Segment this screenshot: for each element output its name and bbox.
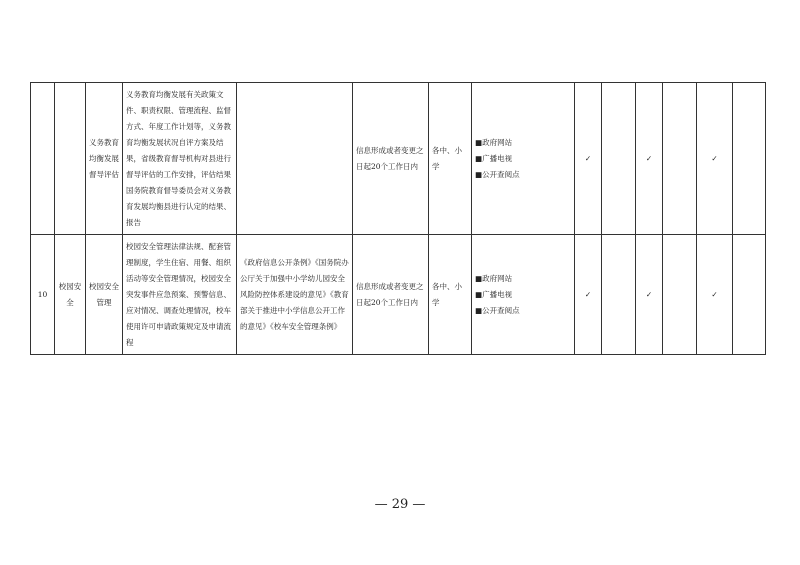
channel-item: ■广播电视 — [475, 289, 513, 299]
check-cell: ✓ — [575, 83, 602, 235]
check-cell — [663, 83, 697, 235]
check-cell: ✓ — [575, 235, 602, 355]
row-item: 义务教育均衡发展督导评估 — [86, 83, 123, 235]
table-row — [31, 83, 766, 235]
row-item: 校园安全管理 — [86, 235, 123, 355]
page-number: — 29 — — [374, 497, 426, 512]
table-row — [31, 235, 766, 355]
check-cell: ✓ — [636, 83, 663, 235]
check-cell — [733, 235, 766, 355]
row-content: 义务教育均衡发展有关政策文件、职责权限、管理流程、监督方式、年度工作计划等，义务教育均衡发展状况自评方案及结果，省级教育督导机构对县进行督导评估的工作安排，评估结果国务院教育督导委员会对义务教育发展均衡县进行认定的结果、报告 — [123, 83, 237, 235]
row-time-limit: 信息形成或者变更之日起20个工作日内 — [353, 235, 429, 355]
check-cell: ✓ — [636, 235, 663, 355]
channel-item: ■政府网站 — [475, 137, 513, 147]
disclosure-table — [30, 82, 766, 355]
check-cell — [602, 235, 636, 355]
row-basis — [237, 83, 353, 235]
row-basis: 《政府信息公开条例》《国务院办公厅关于加强中小学幼儿园安全风险防控体系建设的意见》《教育部关于推进中小学信息公开工作的意见》《校车安全管理条例》 — [237, 235, 353, 355]
row-subject: 各中、小学 — [429, 235, 472, 355]
row-category: 校园安全 — [55, 235, 86, 355]
channel-item: ■公开查阅点 — [475, 305, 520, 315]
check-cell: ✓ — [697, 83, 733, 235]
row-channels — [472, 83, 575, 235]
check-cell — [663, 235, 697, 355]
row-subject: 各中、小学 — [429, 83, 472, 235]
check-cell — [602, 83, 636, 235]
row-channels — [472, 235, 575, 355]
check-cell: ✓ — [697, 235, 733, 355]
channel-item: ■广播电视 — [475, 153, 513, 163]
row-index: 10 — [31, 235, 55, 355]
channel-item: ■政府网站 — [475, 273, 513, 283]
row-content: 校园安全管理法律法规、配套管理制度，学生住宿、用餐、组织活动等安全管理情况，校园安全突发事件应急预案、预警信息、应对情况、调查处理情况，校车使用许可申请政策规定及申请流程 — [123, 235, 237, 355]
row-index — [31, 83, 55, 235]
row-category — [55, 83, 86, 235]
channel-item: ■公开查阅点 — [475, 169, 520, 179]
check-cell — [733, 83, 766, 235]
row-time-limit: 信息形成或者变更之日起20个工作日内 — [353, 83, 429, 235]
